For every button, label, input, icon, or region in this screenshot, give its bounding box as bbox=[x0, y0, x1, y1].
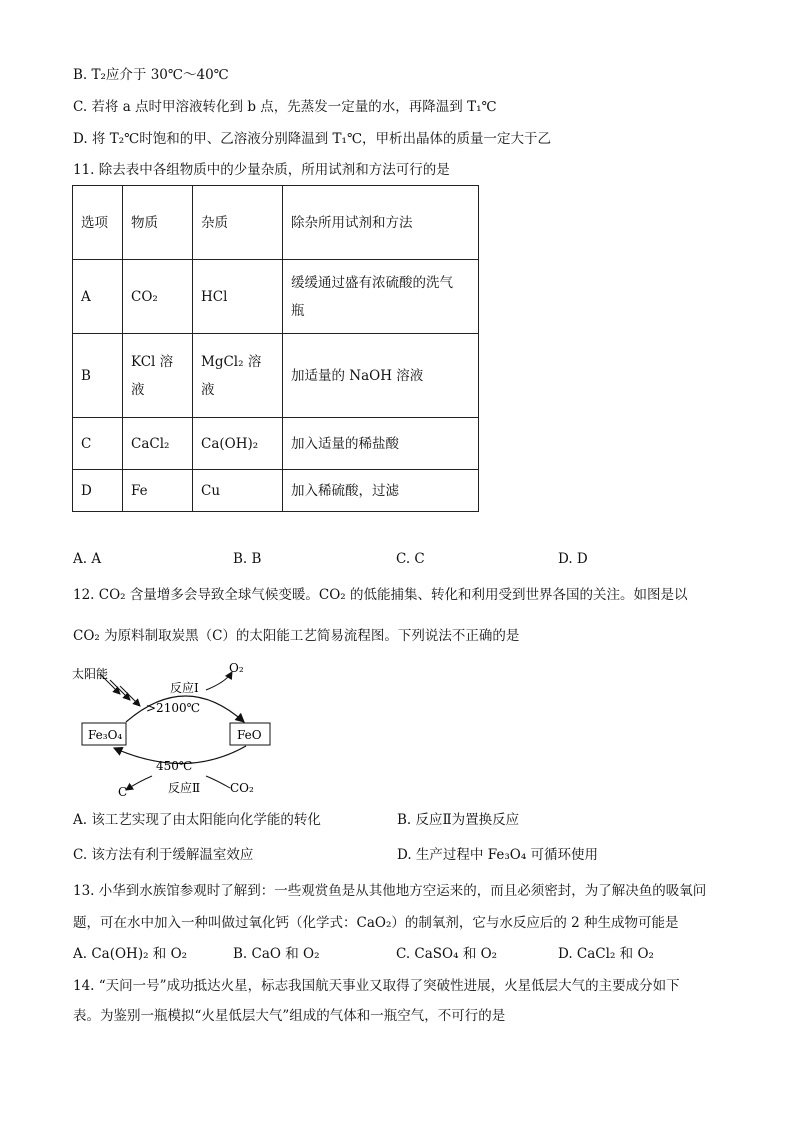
q12-stem-line2: CO₂ 为原料制取炭黑（C）的太阳能工艺简易流程图。下列说法不正确的是 bbox=[73, 628, 520, 644]
temp1-label: >2100℃ bbox=[146, 701, 201, 715]
q11-option-d: D. D bbox=[558, 551, 588, 567]
q13-option-d: D. CaCl₂ 和 O₂ bbox=[558, 946, 654, 962]
header-impurity: 杂质 bbox=[193, 186, 283, 260]
row-method: 加入稀硫酸，过滤 bbox=[283, 470, 479, 512]
c-label: C bbox=[118, 785, 128, 799]
table-row bbox=[73, 418, 479, 470]
row-impurity: Ca(OH)₂ bbox=[193, 418, 283, 470]
row-option: D bbox=[73, 470, 123, 512]
q11-stem: 11. 除去表中各组物质中的少量杂质，所用试剂和方法可行的是 bbox=[73, 162, 450, 178]
q10-option-c: C. 若将 a 点时甲溶液转化到 b 点，先蒸发一定量的水，再降温到 T₁℃ bbox=[73, 99, 497, 115]
q13-option-c: C. CaSO₄ 和 O₂ bbox=[396, 946, 498, 962]
header-option-text: 选项 bbox=[81, 214, 108, 231]
temp2-label: 450℃ bbox=[156, 759, 193, 773]
row-method: 加入适量的稀盐酸 bbox=[283, 418, 479, 470]
table-row bbox=[73, 260, 479, 334]
solar-arrow bbox=[110, 680, 130, 700]
header-method: 除杂所用试剂和方法 bbox=[283, 186, 479, 260]
row-option: C bbox=[73, 418, 123, 470]
fe3o4-label: Fe₃O₄ bbox=[88, 728, 123, 742]
row-method-text: 缓缓通过盛有浓硫酸的洗气瓶 bbox=[291, 274, 453, 319]
co2-label: CO₂ bbox=[230, 781, 254, 795]
header-option bbox=[73, 186, 123, 260]
row-impurity: Cu bbox=[193, 470, 283, 512]
q12-flow-diagram bbox=[66, 660, 296, 800]
q13-stem-line1: 13. 小华到水族馆参观时了解到：一些观赏鱼是从其他地方空运来的，而且必须密封，为了解决鱼的吸氧问 bbox=[73, 883, 707, 899]
row-substance: Fe bbox=[123, 470, 193, 512]
q13-option-b: B. CaO 和 O₂ bbox=[233, 946, 320, 962]
row-substance-text: KCl 溶液 bbox=[131, 353, 174, 398]
row-method: 加适量的 NaOH 溶液 bbox=[283, 334, 479, 418]
solar-arrow bbox=[120, 686, 140, 706]
q12-option-d: D. 生产过程中 Fe₃O₄ 可循环使用 bbox=[397, 847, 599, 863]
q11-table bbox=[72, 185, 479, 512]
row-impurity-text: MgCl₂ 溶液 bbox=[201, 353, 262, 398]
q11-option-a: A. A bbox=[73, 551, 102, 567]
reaction1-label: 反应Ⅰ bbox=[170, 681, 199, 695]
feo-label: FeO bbox=[237, 728, 262, 742]
solar-label: 太阳能 bbox=[72, 667, 109, 681]
q12-option-a: A. 该工艺实现了由太阳能向化学能的转化 bbox=[73, 812, 321, 828]
q13-stem-line2: 题，可在水中加入一种叫做过氧化钙（化学式：CaO₂）的制氧剂，它与水反应后的 2 种生成物可能是 bbox=[73, 915, 679, 931]
q12-stem-line1: 12. CO₂ 含量增多会导致全球气候变暖。CO₂ 的低能捕集、转化和利用受到世界各国的关注。如图是以 bbox=[73, 587, 688, 603]
q10-option-b: B. T₂应介于 30℃～40℃ bbox=[73, 67, 229, 83]
row-method bbox=[283, 260, 479, 334]
q10-option-d: D. 将 T₂℃时饱和的甲、乙溶液分别降温到 T₁℃，甲析出晶体的质量一定大于乙 bbox=[73, 131, 552, 147]
co2-in-arrow bbox=[206, 776, 230, 788]
row-impurity bbox=[193, 334, 283, 418]
q13-option-a: A. Ca(OH)₂ 和 O₂ bbox=[73, 946, 188, 962]
q11-option-c: C. C bbox=[396, 551, 425, 567]
q11-option-b: B. B bbox=[233, 551, 262, 567]
row-substance: CO₂ bbox=[123, 260, 193, 334]
row-substance: CaCl₂ bbox=[123, 418, 193, 470]
row-substance bbox=[123, 334, 193, 418]
o2-label: O₂ bbox=[229, 661, 244, 675]
q14-stem-line2: 表。为鉴别一瓶模拟“火星低层大气”组成的气体和一瓶空气，不可行的是 bbox=[73, 1008, 506, 1024]
table-row bbox=[73, 334, 479, 418]
q14-stem-line1: 14. “天问一号”成功抵达火星，标志我国航天事业又取得了突破性进展，火星低层大气的主要成分如下 bbox=[73, 978, 680, 994]
table-row bbox=[73, 470, 479, 512]
row-option: A bbox=[73, 260, 123, 334]
c-arrow bbox=[126, 776, 152, 790]
q12-option-b: B. 反应Ⅱ为置换反应 bbox=[397, 812, 520, 828]
reaction2-label: 反应Ⅱ bbox=[168, 781, 201, 795]
q12-option-c: C. 该方法有利于缓解温室效应 bbox=[73, 847, 254, 863]
row-option: B bbox=[73, 334, 123, 418]
row-impurity: HCl bbox=[193, 260, 283, 334]
header-substance: 物质 bbox=[123, 186, 193, 260]
